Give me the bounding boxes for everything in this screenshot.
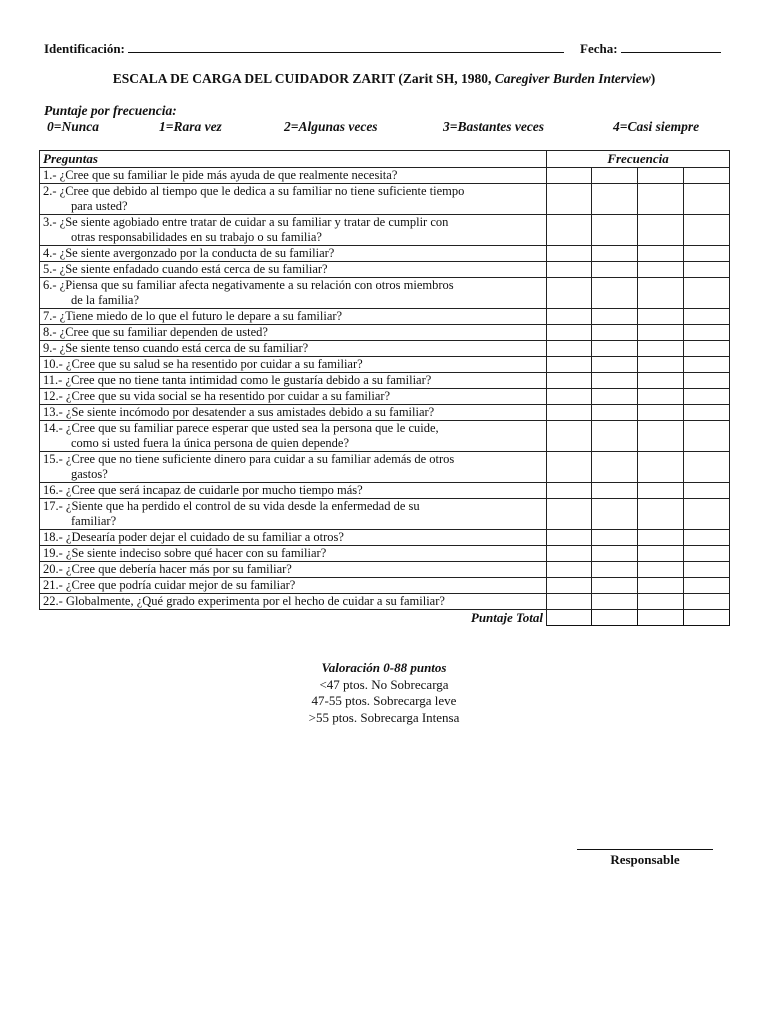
question-number: 7.- (43, 309, 57, 323)
signature-label: Responsable (610, 852, 680, 867)
frequency-answer-cell[interactable] (592, 309, 638, 325)
question-row (40, 278, 730, 309)
frequency-answer-cell[interactable] (592, 405, 638, 421)
frequency-answer-cell[interactable] (547, 246, 592, 262)
valuation-line-mild-overload: 47-55 ptos. Sobrecarga leve (311, 693, 457, 708)
frequency-answer-cell[interactable] (592, 278, 638, 309)
question-text-continuation: gastos? (71, 467, 108, 481)
frequency-answer-cell[interactable] (638, 325, 684, 341)
question-text: ¿Siente que ha perdido el control de su vida desde la enfermedad de su (65, 499, 420, 513)
question-text-continuation: como si usted fuera la única persona de quien depende? (71, 436, 350, 450)
frequency-answer-cell[interactable] (684, 546, 730, 562)
frequency-answer-cell[interactable] (592, 168, 638, 184)
frequency-answer-cell[interactable] (547, 373, 592, 389)
question-text-cell (40, 421, 547, 452)
question-row (40, 499, 730, 530)
question-row (40, 168, 730, 184)
frequency-answer-cell[interactable] (547, 546, 592, 562)
question-text-cell (40, 215, 547, 246)
questions-body (40, 168, 730, 610)
question-text-cell (40, 483, 547, 499)
question-number: 5.- (43, 262, 57, 276)
total-score-cell[interactable] (684, 610, 730, 626)
question-text: ¿Desearía poder dejar el cuidado de su familiar a otros? (65, 530, 344, 544)
question-number: 3.- (43, 215, 57, 229)
frequency-answer-cell[interactable] (547, 562, 592, 578)
frequency-answer-cell[interactable] (547, 341, 592, 357)
total-score-cell[interactable] (592, 610, 638, 626)
frequency-answer-cell[interactable] (592, 421, 638, 452)
question-number: 8.- (43, 325, 57, 339)
frequency-answer-cell[interactable] (547, 357, 592, 373)
scoring-level-4: 4=Casi siempre (613, 119, 700, 134)
scoring-level-2: 2=Algunas veces (284, 119, 378, 134)
frequency-answer-cell[interactable] (638, 562, 684, 578)
frequency-answer-cell[interactable] (592, 341, 638, 357)
frequency-answer-cell[interactable] (638, 530, 684, 546)
question-text: ¿Piensa que su familiar afecta negativamente a su relación con otros miembros (59, 278, 454, 292)
question-text-cell (40, 309, 547, 325)
frequency-answer-cell[interactable] (684, 373, 730, 389)
frequency-answer-cell[interactable] (638, 373, 684, 389)
questions-column-header: Preguntas (40, 151, 547, 168)
question-text: ¿Cree que su vida social se ha resentido por cuidar a su familiar? (65, 389, 391, 403)
question-text-continuation: otras responsabilidades en su trabajo o su familia? (71, 230, 322, 244)
total-score-cell[interactable] (547, 610, 592, 626)
question-row (40, 483, 730, 499)
frequency-answer-cell[interactable] (547, 168, 592, 184)
frequency-answer-cell[interactable] (638, 184, 684, 215)
valuation-section (0, 660, 768, 726)
question-text-cell (40, 278, 547, 309)
question-row (40, 246, 730, 262)
frequency-answer-cell[interactable] (547, 262, 592, 278)
frequency-answer-cell[interactable] (547, 421, 592, 452)
frequency-answer-cell[interactable] (638, 309, 684, 325)
question-text-continuation: de la familia? (71, 293, 140, 307)
frequency-answer-cell[interactable] (684, 530, 730, 546)
frequency-answer-cell[interactable] (684, 405, 730, 421)
frequency-answer-cell[interactable] (592, 357, 638, 373)
question-text: ¿Cree que será incapaz de cuidarle por mucho tiempo más? (65, 483, 363, 497)
scoring-level-3: 3=Bastantes veces (443, 119, 545, 134)
frequency-answer-cell[interactable] (638, 341, 684, 357)
question-text: ¿Cree que su familiar le pide más ayuda de que realmente necesita? (59, 168, 398, 182)
frequency-answer-cell[interactable] (638, 546, 684, 562)
title-end: ) (650, 71, 656, 86)
frequency-answer-cell[interactable] (684, 452, 730, 483)
frequency-answer-cell[interactable] (547, 309, 592, 325)
question-text-cell (40, 373, 547, 389)
date-field (580, 41, 721, 57)
question-row (40, 262, 730, 278)
question-text: ¿Cree que su familiar dependen de usted? (59, 325, 268, 339)
question-text: ¿Se siente enfadado cuando está cerca de su familiar? (59, 262, 328, 276)
question-text-cell (40, 562, 547, 578)
scoring-level-1: 1=Rara vez (159, 119, 222, 134)
valuation-heading: Valoración 0-88 puntos (321, 660, 447, 675)
frequency-answer-cell[interactable] (592, 262, 638, 278)
question-text: ¿Tiene miedo de lo que el futuro le depare a su familiar? (59, 309, 343, 323)
frequency-answer-cell[interactable] (547, 530, 592, 546)
question-row (40, 530, 730, 546)
question-text-cell (40, 246, 547, 262)
frequency-answer-cell[interactable] (592, 499, 638, 530)
question-text-cell (40, 357, 547, 373)
frequency-answer-cell[interactable] (547, 483, 592, 499)
question-text: ¿Cree que debería hacer más por su familiar? (65, 562, 292, 576)
question-text-cell (40, 530, 547, 546)
question-row (40, 452, 730, 483)
frequency-answer-cell[interactable] (638, 357, 684, 373)
frequency-answer-cell[interactable] (547, 389, 592, 405)
question-text: ¿Cree que no tiene suficiente dinero para cuidar a su familiar además de otros (65, 452, 455, 466)
question-text-cell (40, 405, 547, 421)
frequency-answer-cell[interactable] (638, 483, 684, 499)
question-text: ¿Se siente incómodo por desatender a sus amistades debido a su familiar? (65, 405, 435, 419)
frequency-answer-cell[interactable] (547, 594, 592, 610)
signature-line[interactable] (577, 849, 713, 850)
frequency-answer-cell[interactable] (547, 325, 592, 341)
question-row (40, 405, 730, 421)
question-text: ¿Se siente indeciso sobre qué hacer con su familiar? (65, 546, 327, 560)
frequency-answer-cell[interactable] (547, 499, 592, 530)
frequency-answer-cell[interactable] (547, 405, 592, 421)
frequency-answer-cell[interactable] (638, 499, 684, 530)
question-number: 18.- (43, 530, 63, 544)
valuation-line-intense-overload: >55 ptos. Sobrecarga Intensa (308, 709, 460, 725)
question-text-cell (40, 325, 547, 341)
question-text-cell (40, 184, 547, 215)
frequency-answer-cell[interactable] (684, 246, 730, 262)
frequency-answer-cell[interactable] (592, 325, 638, 341)
frequency-answer-cell[interactable] (684, 421, 730, 452)
question-row (40, 325, 730, 341)
frequency-answer-cell[interactable] (638, 421, 684, 452)
frequency-answer-cell[interactable] (592, 594, 638, 610)
frequency-answer-cell[interactable] (684, 594, 730, 610)
question-text-continuation: para usted? (71, 199, 128, 213)
question-number: 13.- (43, 405, 63, 419)
question-text: ¿Se siente agobiado entre tratar de cuidar a su familiar y tratar de cumplir con (59, 215, 449, 229)
frequency-answer-cell[interactable] (638, 405, 684, 421)
questions-table (39, 150, 730, 626)
question-text-cell (40, 262, 547, 278)
question-number: 2.- (43, 184, 57, 198)
question-text-cell (40, 168, 547, 184)
question-row (40, 357, 730, 373)
question-text-cell (40, 594, 547, 610)
question-number: 9.- (43, 341, 57, 355)
question-row (40, 373, 730, 389)
frequency-answer-cell[interactable] (547, 215, 592, 246)
frequency-answer-cell[interactable] (547, 578, 592, 594)
question-text-cell (40, 341, 547, 357)
frequency-answer-cell[interactable] (684, 184, 730, 215)
frequency-answer-cell[interactable] (592, 483, 638, 499)
question-row (40, 389, 730, 405)
question-text: ¿Cree que no tiene tanta intimidad como le gustaría debido a su familiar? (65, 373, 432, 387)
question-number: 14.- (43, 421, 63, 435)
frequency-answer-cell[interactable] (638, 262, 684, 278)
date-label: Fecha: (580, 41, 618, 56)
identification-field (44, 41, 564, 57)
frequency-answer-cell[interactable] (592, 215, 638, 246)
frequency-answer-cell[interactable] (592, 389, 638, 405)
scoring-level-0: 0=Nunca (47, 119, 99, 134)
question-row (40, 562, 730, 578)
frequency-answer-cell[interactable] (592, 373, 638, 389)
question-text: Globalmente, ¿Qué grado experimenta por el hecho de cuidar a su familiar? (65, 594, 445, 608)
question-number: 10.- (43, 357, 63, 371)
frequency-answer-cell[interactable] (684, 483, 730, 499)
question-number: 21.- (43, 578, 63, 592)
question-row (40, 546, 730, 562)
question-row (40, 594, 730, 610)
frequency-answer-cell[interactable] (592, 246, 638, 262)
frequency-answer-cell[interactable] (638, 594, 684, 610)
question-text-cell (40, 499, 547, 530)
frequency-answer-cell[interactable] (684, 389, 730, 405)
total-score-cell[interactable] (638, 610, 684, 626)
frequency-answer-cell[interactable] (684, 578, 730, 594)
question-number: 1.- (43, 168, 57, 182)
frequency-answer-cell[interactable] (592, 184, 638, 215)
frequency-answer-cell[interactable] (638, 578, 684, 594)
question-row (40, 184, 730, 215)
identification-label: Identificación: (44, 41, 125, 56)
question-row (40, 341, 730, 357)
title-main: ESCALA DE CARGA DEL CUIDADOR ZARIT (Zarit SH, 1980, (112, 71, 495, 86)
question-number: 22.- (43, 594, 63, 608)
frequency-answer-cell[interactable] (684, 562, 730, 578)
frequency-answer-cell[interactable] (638, 389, 684, 405)
frequency-answer-cell[interactable] (684, 499, 730, 530)
question-row (40, 421, 730, 452)
question-text-cell (40, 546, 547, 562)
title-italic: Caregiver Burden Interview (494, 71, 651, 86)
question-text-cell (40, 452, 547, 483)
question-text: ¿Cree que podría cuidar mejor de su familiar? (65, 578, 296, 592)
question-number: 19.- (43, 546, 63, 560)
question-number: 20.- (43, 562, 63, 576)
frequency-answer-cell[interactable] (684, 262, 730, 278)
question-text-cell (40, 578, 547, 594)
valuation-line-no-overload: <47 ptos. No Sobrecarga (319, 676, 449, 692)
frequency-answer-cell[interactable] (638, 278, 684, 309)
frequency-answer-cell[interactable] (592, 562, 638, 578)
total-score-label: Puntaje Total (40, 610, 547, 626)
question-number: 6.- (43, 278, 57, 292)
question-row (40, 215, 730, 246)
question-number: 12.- (43, 389, 63, 403)
document-title (0, 71, 768, 87)
frequency-answer-cell[interactable] (684, 309, 730, 325)
frequency-answer-cell[interactable] (684, 215, 730, 246)
frequency-answer-cell[interactable] (684, 341, 730, 357)
question-text: ¿Cree que su familiar parece esperar que usted sea la persona que le cuide, (65, 421, 439, 435)
frequency-answer-cell[interactable] (592, 452, 638, 483)
question-text: ¿Cree que su salud se ha resentido por cuidar a su familiar? (65, 357, 363, 371)
frequency-answer-cell[interactable] (684, 168, 730, 184)
frequency-answer-cell[interactable] (592, 546, 638, 562)
frequency-answer-cell[interactable] (592, 530, 638, 546)
frequency-answer-cell[interactable] (638, 168, 684, 184)
question-number: 11.- (43, 373, 63, 387)
frequency-answer-cell[interactable] (547, 184, 592, 215)
frequency-answer-cell[interactable] (547, 278, 592, 309)
frequency-answer-cell[interactable] (547, 452, 592, 483)
frequency-column-header: Frecuencia (547, 151, 730, 168)
question-number: 4.- (43, 246, 57, 260)
frequency-answer-cell[interactable] (638, 452, 684, 483)
frequency-answer-cell[interactable] (638, 215, 684, 246)
question-text-continuation: familiar? (71, 514, 117, 528)
question-text: ¿Se siente tenso cuando está cerca de su familiar? (59, 341, 309, 355)
question-text: ¿Cree que debido al tiempo que le dedica a su familiar no tiene suficiente tiempo (59, 184, 465, 198)
frequency-answer-cell[interactable] (684, 325, 730, 341)
frequency-answer-cell[interactable] (684, 357, 730, 373)
question-number: 15.- (43, 452, 63, 466)
frequency-answer-cell[interactable] (592, 578, 638, 594)
frequency-answer-cell[interactable] (684, 278, 730, 309)
frequency-answer-cell[interactable] (638, 246, 684, 262)
question-text: ¿Se siente avergonzado por la conducta de su familiar? (59, 246, 335, 260)
scoring-label: Puntaje por frecuencia: (44, 103, 177, 118)
question-number: 16.- (43, 483, 63, 497)
date-blank-line[interactable] (621, 41, 721, 53)
identification-blank-line[interactable] (128, 41, 564, 53)
question-number: 17.- (43, 499, 63, 513)
question-row (40, 309, 730, 325)
question-row (40, 578, 730, 594)
question-text-cell (40, 389, 547, 405)
